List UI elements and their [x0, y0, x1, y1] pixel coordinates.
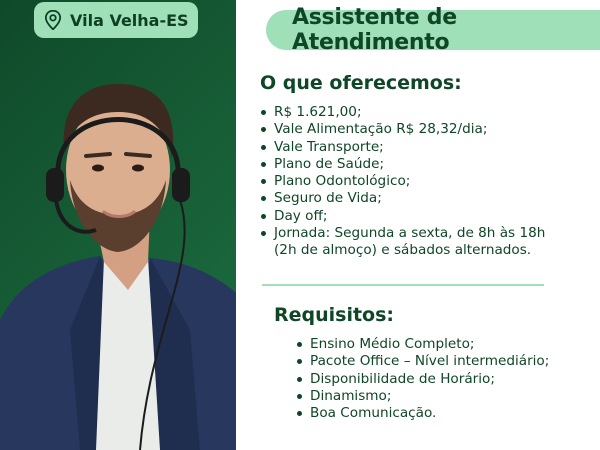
list-item: Plano de Saúde;: [260, 156, 550, 173]
list-item: Seguro de Vida;: [260, 190, 550, 207]
list-item: Ensino Médio Completo;: [296, 336, 556, 353]
list-item: R$ 1.621,00;: [260, 104, 550, 121]
offers-list: [260, 104, 550, 260]
location-label: Vila Velha-ES: [70, 10, 189, 30]
map-pin-icon: [44, 10, 62, 30]
list-item: Pacote Office – Nível intermediário;: [296, 353, 556, 370]
list-item: Vale Transporte;: [260, 139, 550, 156]
requirements-title: Requisitos:: [274, 304, 395, 326]
section-divider: [262, 284, 544, 286]
location-badge: [34, 2, 198, 38]
list-item: Vale Alimentação R$ 28,32/dia;: [260, 121, 550, 138]
list-item: Disponibilidade de Horário;: [296, 371, 556, 388]
list-item: Day off;: [260, 208, 550, 225]
offers-title: O que oferecemos:: [260, 72, 462, 94]
list-item: Dinamismo;: [296, 388, 556, 405]
list-item: Jornada: Segunda a sexta, de 8h às 18h (2h de almoço) e sábados alternados.: [260, 225, 550, 260]
list-item: Plano Odontológico;: [260, 173, 550, 190]
list-item: Boa Comunicação.: [296, 405, 556, 422]
requirements-list: [296, 336, 556, 422]
job-title: Assistente de Atendimento: [266, 10, 600, 50]
